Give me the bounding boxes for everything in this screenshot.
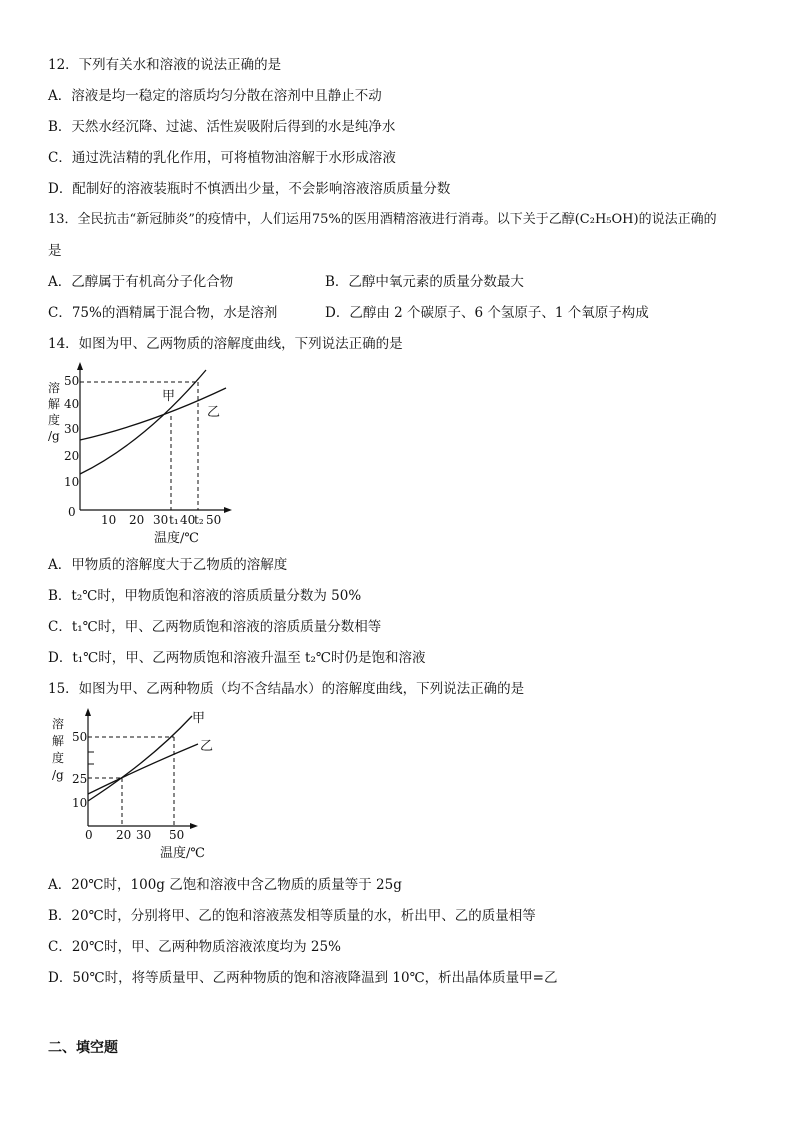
q12-option-b: B．天然水经沉降、过滤、活性炭吸附后得到的水是纯净水	[48, 119, 396, 135]
q14-curve-yi	[80, 388, 226, 440]
q15-x-arrow	[190, 823, 198, 829]
q14-y-tick-20: 20	[64, 449, 80, 463]
q12-option-c: C．通过洗洁精的乳化作用，可将植物油溶解于水形成溶液	[48, 150, 396, 166]
q14-x-arrow	[224, 507, 232, 513]
q14-y-label-3: 度	[48, 413, 61, 427]
q15-label-jia: 甲	[192, 711, 206, 726]
q14-x-tick-30: 30	[153, 513, 169, 527]
q14-y-tick-30: 30	[64, 422, 80, 436]
q15-y-label-3: 度	[52, 751, 65, 765]
q14-x-tick-10: 10	[101, 513, 117, 527]
q14-y-arrow	[77, 362, 83, 370]
q14-option-c: C．t₁℃时，甲、乙两物质饱和溶液的溶质质量分数相等	[48, 619, 382, 635]
q14-origin: 0	[68, 505, 76, 519]
q14-y-label-2: 解	[48, 397, 61, 411]
q15-y-tick-50: 50	[72, 730, 88, 744]
q15-y-label-1: 溶	[52, 717, 65, 731]
q15-y-tick-25: 25	[72, 772, 88, 786]
q14-option-b: B．t₂℃时，甲物质饱和溶液的溶质质量分数为 50%	[48, 588, 362, 604]
q14-label-yi: 乙	[207, 405, 221, 420]
q13-stem: 13．全民抗击“新冠肺炎”的疫情中，人们运用75%的医用酒精溶液进行消毒。以下关于乙醇(C₂H₅OH)的说法正确的	[48, 212, 717, 227]
q14-y-label-1: 溶	[48, 381, 61, 395]
q14-x-tick-20: 20	[129, 513, 145, 527]
q14-stem: 14．如图为甲、乙两物质的溶解度曲线，下列说法正确的是	[48, 336, 403, 352]
q15-y-label-2: 解	[52, 734, 65, 748]
q12-option-a: A．溶液是均一稳定的溶质均匀分散在溶剂中且静止不动	[48, 88, 382, 104]
q15-curve-yi	[88, 744, 198, 794]
q14-option-d: D．t₁℃时，甲、乙两物质饱和溶液升温至 t₂℃时仍是饱和溶液	[48, 650, 426, 666]
q15-option-d: D．50℃时，将等质量甲、乙两种物质的饱和溶液降温到 10℃，析出晶体质量甲=乙	[48, 970, 558, 986]
q15-solubility-chart	[40, 706, 230, 866]
q14-y-tick-10: 10	[64, 475, 80, 489]
q15-x-tick-50: 50	[169, 828, 185, 842]
q14-x-tick-t1: t₁	[169, 513, 179, 527]
q15-x-label: 温度/℃	[160, 846, 205, 861]
q15-y-arrow	[85, 708, 91, 716]
q13-option-c: C．75%的酒精属于混合物，水是溶剂	[48, 305, 278, 321]
q14-y-tick-40: 40	[64, 397, 80, 411]
q12-option-d: D．配制好的溶液装瓶时不慎洒出少量，不会影响溶液溶质质量分数	[48, 181, 451, 197]
q14-solubility-chart	[40, 362, 250, 547]
q15-option-c: C．20℃时，甲、乙两种物质溶液浓度均为 25%	[48, 939, 341, 955]
q15-y-tick-10: 10	[72, 796, 88, 810]
q15-curve-jia	[88, 716, 192, 801]
q15-origin: 0	[85, 828, 93, 842]
q14-x-label: 温度/℃	[154, 531, 199, 546]
q13-stem-cont: 是	[48, 243, 62, 259]
q15-option-b: B．20℃时，分别将甲、乙的饱和溶液蒸发相等质量的水，析出甲、乙的质量相等	[48, 908, 536, 924]
q12-stem: 12．下列有关水和溶液的说法正确的是	[48, 57, 282, 73]
q14-label-jia: 甲	[162, 389, 176, 404]
q14-x-tick-40: 40	[180, 513, 196, 527]
q14-y-tick-50: 50	[64, 374, 80, 388]
q13-option-a: A．乙醇属于有机高分子化合物	[48, 274, 234, 290]
q14-y-label-4: /g	[48, 429, 60, 443]
q15-option-a: A．20℃时，100g 乙饱和溶液中含乙物质的质量等于 25g	[48, 877, 402, 893]
q14-x-tick-t2: t₂	[194, 513, 204, 527]
q15-x-tick-20: 20	[116, 828, 132, 842]
q15-y-label-4: /g	[52, 768, 64, 782]
q13-option-b: B．乙醇中氧元素的质量分数最大	[325, 274, 524, 290]
q15-x-tick-30: 30	[136, 828, 152, 842]
q14-option-a: A．甲物质的溶解度大于乙物质的溶解度	[48, 557, 288, 573]
q13-option-d: D．乙醇由 2 个碳原子、6 个氢原子、1 个氧原子构成	[325, 305, 649, 321]
section-fill-in-blank-heading: 二、填空题	[48, 1040, 118, 1056]
q15-label-yi: 乙	[200, 739, 214, 754]
q14-x-tick-50: 50	[206, 513, 222, 527]
q15-stem: 15．如图为甲、乙两种物质（均不含结晶水）的溶解度曲线，下列说法正确的是	[48, 681, 525, 697]
